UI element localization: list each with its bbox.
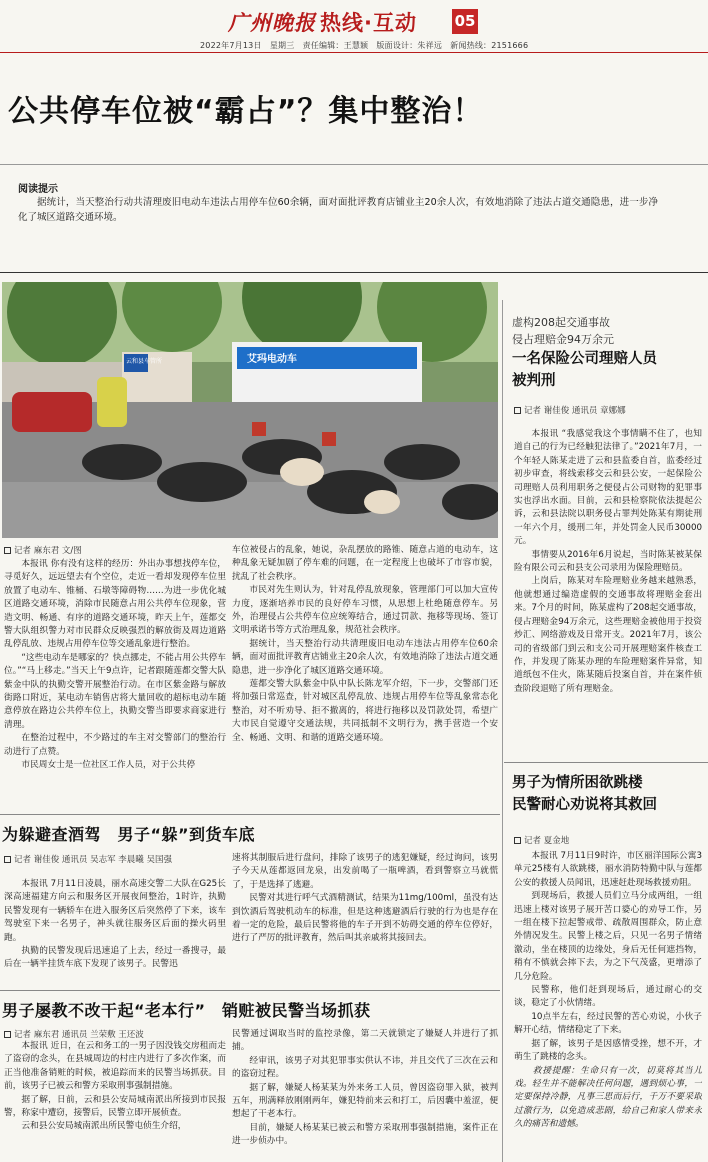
lede-label: 阅读提示 xyxy=(18,184,58,195)
sidebar2-body xyxy=(514,850,702,1158)
paragraph: 本报讯 7月11日9时许，市区丽洋国际公寓3单元25楼有人欲跳楼，丽水消防特勤中队与莲都公安的救援人员闻讯，迅速赶赴现场救援劝阻。 xyxy=(514,851,702,888)
main-byline-text: 记者 麻东君 文/图 xyxy=(14,546,82,556)
photo-illustration xyxy=(2,282,498,538)
story3-byline xyxy=(4,1028,144,1040)
paragraph: 本报讯 7月11日凌晨，丽水高速交警二大队在G25长深高速福建方向云和服务区开展夜间整治，1时许，执勤民警发现有一辆轿车在进入服务区后突然停了下来，该车驾驶室下来一名男子，神头就往服务区后面的操火码里跑。 xyxy=(4,879,226,943)
lede-text: 据统计，当天整治行动共清理废旧电动车违法占用停车位60余辆，面对面批评教育店铺业主20余人次，有效地消除了违法占道交通隐患，进一步净化了城区道路交通环境。 xyxy=(18,197,658,223)
sidebar1-byline xyxy=(514,404,626,416)
paragraph: 本报讯 近日，在云和务工的一男子因没钱交房租而走了盗窃的念头，在县城周边的村庄内进行了多次作案，而正当他准备销赃的时候，被追踪而来的民警当场抓获。目前，该男子已被云和警方采取刑事强制措施。 xyxy=(4,1041,226,1092)
sidebar1-byline-text: 记者 谢佳俊 通讯员 章娜娜 xyxy=(524,406,626,416)
lede-divider xyxy=(0,272,708,273)
sidebar1-headline-2: 被判刑 xyxy=(512,373,556,389)
sidebar1-body xyxy=(514,428,702,754)
byline-box-icon xyxy=(514,837,521,844)
page-number: 05 xyxy=(452,9,478,34)
main-col-1 xyxy=(4,558,226,812)
paragraph: 速将其制服后进行盘问，排除了该男子的逃犯嫌疑，经过询问，该男子今天从莲都返回龙泉，出发前喝了一瓶啤酒，看到警察立马就慌了，于是选择了逃避。 xyxy=(232,853,498,890)
paragraph: “这些电动车是哪家的？快点挪走，不能占用公共停车位。”“马上移走。”当天上午9点许，记者跟随莲都交警大队紫金中队的执勤交警开展整治行动。在市区紫金路与解放街路口附近，某电动车销售店将大量回收的超标电动车随意停放在路边公共停车位上，执勤交警当即要求商家进行清理。 xyxy=(4,652,226,730)
masthead-rule xyxy=(0,52,708,53)
main-byline xyxy=(4,544,82,556)
story3-headline: 男子屡教不改干起“老本行” 销赃被民警当场抓获 xyxy=(2,1001,371,1020)
paragraph: 执勤的民警发现后迅速追了上去，经过一番搜寻，最后在一辆半挂货车底下发现了该男子。民警迅 xyxy=(4,946,226,970)
paragraph: 民警称，他们赶到现场后，通过耐心的交谈，稳定了小伙情绪。 xyxy=(514,985,702,1009)
divider xyxy=(504,762,708,763)
story3-col-2 xyxy=(232,1028,498,1160)
sidebar2-headline-2: 民警耐心劝说将其救回 xyxy=(512,797,657,813)
paragraph: 据了解，该男子是因感情受挫，想不开，才萌生了跳楼的念头。 xyxy=(514,1038,702,1063)
office-sign: 云和县车管所 xyxy=(126,358,163,365)
paper-name: 广州晚报 xyxy=(228,10,316,35)
paragraph: 据了解，日前，云和县公安局城南派出所接到市民报警，称家中遭窃，接警后，民警立即开展侦查。 xyxy=(4,1094,226,1119)
paragraph: 民警对其进行呼气式酒精测试，结果为11mg/100ml，虽没有达到饮酒后驾驶机动车的标准，但是这种逃避酒后行驶的行为也是存在着一定的危险，最后民警将他的车子开到不妨碍交通的停车位停好，进行了严厉的批评教育，然后叫其亲戚将其接回去。 xyxy=(232,893,498,944)
main-col-2 xyxy=(232,544,498,812)
paragraph: 在整治过程中，不少路过的车主对交警部门的整治行动进行了点赞。 xyxy=(4,733,226,757)
story2-byline xyxy=(4,853,172,865)
paragraph: 上岗后，陈某对车险理赔业务越来越熟悉，他就想通过编造虚假的交通事故将理赔金套出来。7个月的时间，陈某虚构了208起交通事故，侵占理赔金94万余元，这些理赔金被他用于投资炒汇、网络游戏及日常开支。2021年7月，该公司的省级部门到云和支公司开展理赔案件核查工作，并发现了陈某办理的车险理赔案件异常，知道纸包不住火，陈某随后投案自首，并在案件侦查阶段退赔了所有理赔金。 xyxy=(514,576,702,694)
story2-byline-text: 记者 谢佳俊 通讯员 吴志军 李晨曦 吴国强 xyxy=(14,855,173,865)
story2-col-2 xyxy=(232,852,498,986)
sidebar1-headline-1: 一名保险公司理赔人员 xyxy=(512,351,657,367)
byline-box-icon xyxy=(4,1031,11,1038)
divider xyxy=(0,814,500,815)
story3-col-1 xyxy=(4,1040,226,1160)
sidebar-rule xyxy=(502,300,503,1162)
paragraph: 民警通过调取当时的监控录像，第二天就锁定了嫌疑人并进行了抓捕。 xyxy=(232,1029,498,1053)
paragraph: 据了解，嫌疑人杨某某为外来务工人员，曾因盗窃罪入狱，被判五年，刑满释放刚刚两年，嫌犯特前来云和打工，后因囊中羞涩，便想起了干老本行。 xyxy=(232,1082,498,1120)
paragraph: 市民周女士是一位社区工作人员，对于公共停 xyxy=(21,760,196,771)
story2-col-1 xyxy=(4,878,226,986)
paragraph: 云和县公安局城南派出所民警屯侦生介绍， xyxy=(21,1121,187,1132)
paragraph: 莲都交警大队紫金中队中队长陈龙军介绍，下一步，交警部门还将加强日常巡查，针对城区乱停乱放、违规占用停车位等乱象常态化整治，对不听劝导、拒不撤离的，将进行拖移以及罚款处罚，希望广大市民自觉遵守交通法规，共同抵制不文明行为，携手营造一个安全、畅通、文明、和谐的道路交通环境。 xyxy=(232,679,498,743)
sidebar2-headline-1: 男子为情所困欲跳楼 xyxy=(512,775,643,791)
sidebar1-subtitle-1: 虚构208起交通事故 xyxy=(512,316,610,329)
byline-box-icon xyxy=(4,856,11,863)
sidebar1-subtitle-2: 侵占理赔金94万余元 xyxy=(512,333,614,346)
main-headline: 公共停车位被“霸占”？集中整治！ xyxy=(8,94,484,129)
sidebar2-byline-text: 记者 夏金地 xyxy=(524,836,570,846)
divider xyxy=(0,990,500,991)
paragraph: 事情要从2016年6月说起，当时陈某被某保险有限公司云和县支公司录用为保险理赔员。 xyxy=(514,549,702,574)
paragraph: 目前，嫌疑人杨某某已被云和警方采取刑事强制措施，案件正在进一步侦办中。 xyxy=(232,1122,498,1147)
news-photo xyxy=(2,282,498,538)
paragraph: 车位被侵占的乱象，她说，杂乱摆放的路锥、随意占道的电动车，这种乱象无疑加剧了停车难的问题，在一定程度上也破坏了市容市貌，扰乱了社会秩序。 xyxy=(232,545,498,582)
paragraph: 本报讯 你有没有这样的经历：外出办事想找停车位，寻觅好久，远远望去有个空位，走近一看却发现停车位里放置了电动车、锥桶、石墩等障碍物……为进一步优化城区道路交通环境，消除市民随意占用公共停车位现象，营造文明、畅通、有序的道路交通环境，昨天上午，莲都交警大队组织警力对市民群众反映强烈的解放街及周边道路乱停乱放、违规占用停车位等交通乱象进行整治。 xyxy=(4,559,226,650)
paragraph: 10点半左右，经过民警的苦心劝说，小伙子解开心结，情绪稳定了下来。 xyxy=(514,1011,702,1036)
byline-box-icon xyxy=(514,407,521,414)
paragraph: 到现场后，救援人员们立马分成两组，一组迅速上楼对该男子展开苦口婆心的劝导工作，另一组在楼下拉起警戒带、疏散周围群众，防止意外情况发生。民警上楼之后，只见一名男子情绪激动，坐在楼顶的边缘处，身后无任何遮挡物，稍有不慎就会摔下去，为之下气茂盛，更增添了几分危险。 xyxy=(514,891,702,982)
story3-byline-text: 记者 麻东君 通讯员 兰荣敷 王还波 xyxy=(14,1030,144,1040)
dateline: 2022年7月13日 星期三 责任编辑：王慧颖 版面设计：朱祥远 新闻热线：2151666 xyxy=(200,41,529,50)
paragraph: 据统计，当天整治行动共清理废旧电动车违法占用停车位60余辆，面对面批评教育店铺业主20余人次，有效地消除了违法占道交通隐患，进一步净化了城区道路交通环境。 xyxy=(232,638,498,676)
shop-sign: 艾玛电动车 xyxy=(247,354,297,365)
headline-divider xyxy=(0,164,708,165)
section-name: 热线·互动 xyxy=(320,11,417,35)
byline-box-icon xyxy=(4,547,11,554)
paragraph: 市民对先生则认为，针对乱停乱放现象，管理部门可以加大宣传力度，逐渐培养市民的良好停车习惯，从思想上杜绝随意停车。另外，治理侵占公共停车位应统筹结合，通过罚款、拖移等现场、签订文明承诺书等方式治理乱象，规范社会秩序。 xyxy=(232,585,498,636)
paragraph: 经审讯，该男子对其犯罪事实供认不讳，并且交代了三次在云和的盗窃过程。 xyxy=(232,1055,498,1080)
paragraph: 本报讯 “我感觉我这个事情瞒不住了，也知道自己的行为已经触犯法律了。”2021年7月，一个年轻人陈某走进了云和县监委自首，监委经过初步审查，将线索移交云和县公安，一起保险公司理赔人员利用职务之便侵占公司财物的犯罪事实也浮出水面。目前，云和县检察院依法提起公诉，云和县法院以职务侵占罪判处陈某有期徒刑一年六个月，缓刑二年，并处罚金人民币30000元。 xyxy=(514,429,702,547)
sidebar2-byline xyxy=(514,834,569,846)
story2-headline: 为躲避查酒驾 男子“躲”到货车底 xyxy=(2,825,256,844)
rescue-note: 救援提醒：生命只有一次，切莫将其当儿戏。轻生并不能解决任何问题，遇到烦心事，一定要保持冷静，凡事三思而后行，千万不要采取过激行为，以免造成悲剧，给自己和家人带来永久的痛苦和遗憾。 xyxy=(514,1065,702,1130)
